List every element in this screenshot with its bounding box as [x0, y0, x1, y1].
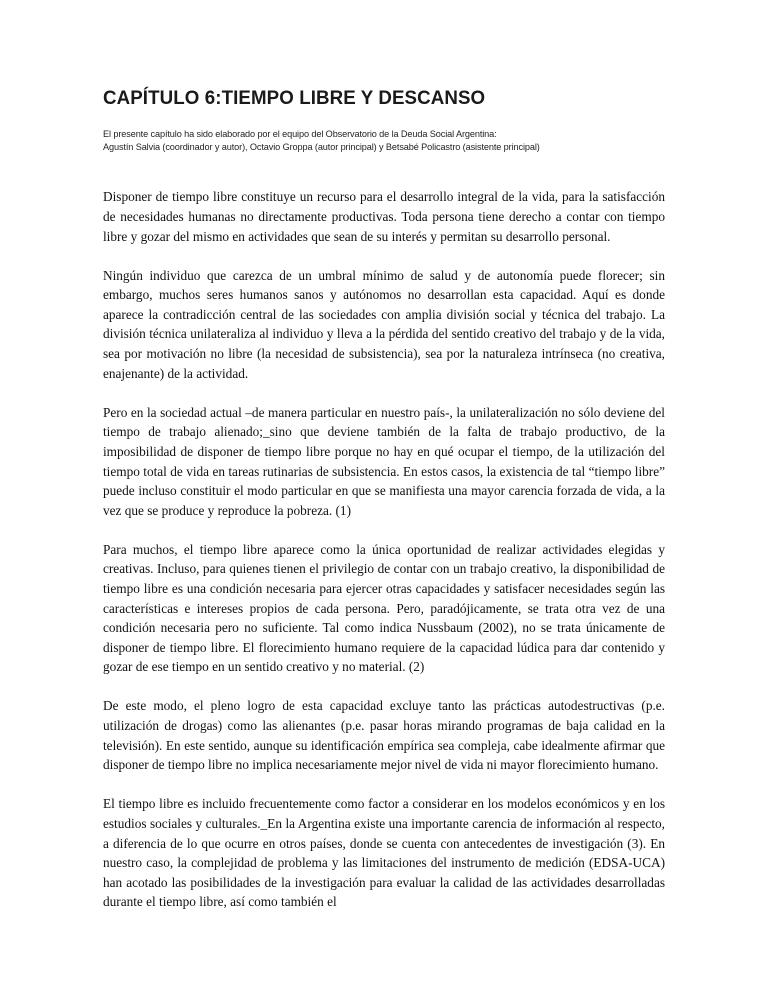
paragraph: De este modo, el pleno logro de esta capacidad excluye tanto las prácticas autodestructivas (p.e. utilización de drogas) como las alienantes (p.e. pasar horas mirando programas de baja calidad en la televisión). En este sentido, aunque su identificación empírica sea compleja, cabe idealmente afirmar que disponer de tiempo libre no implica necesariamente mejor nivel de vida ni mayor florecimiento humano.: [103, 698, 665, 773]
paragraph: Ningún individuo que carezca de un umbral mínimo de salud y de autonomía puede florecer; sin embargo, muchos seres humanos sanos y autónomos no desarrollan esta capacidad. Aquí es donde aparece la contradicción central de las sociedades con amplia división social y técnica del trabajo. La división técnica unilateraliza al individuo y lleva a la pérdida del sentido creativo del trabajo y de la vida, sea por motivación no libre (la necesidad de subsistencia), sea por la naturaleza intrínseca (no creativa, enajenante) de la actividad.: [103, 267, 665, 381]
page-content: [103, 86, 665, 912]
paragraph: Disponer de tiempo libre constituye un recurso para el desarrollo integral de la vida, para la satisfacción de necesidades humanas no directamente productivas. Toda persona tiene derecho a contar con tiempo libre y gozar del mismo en actividades que sean de su interés y permitan su desarrollo personal.: [103, 189, 665, 244]
body-text: [103, 187, 665, 912]
byline-line-1: El presente capítulo ha sido elaborado por el equipo del Observatorio de la Deuda Social Argentina:: [103, 129, 497, 140]
byline: [103, 128, 640, 154]
paragraph: El tiempo libre es incluido frecuentemente como factor a considerar en los modelos económicos y en los estudios sociales y culturales._En la Argentina existe una importante carencia de información al respecto, a diferencia de lo que ocurre en otros países, donde se cuenta con antecedentes de investigación (3). En nuestro caso, la complejidad de problema y las limitaciones del instrumento de medición (EDSA-UCA) han acotado las posibilidades de la investigación para evaluar la calidad de las actividades desarrolladas durante el tiempo libre, así como también el: [103, 796, 665, 910]
paragraph: Pero en la sociedad actual –de manera particular en nuestro país-, la unilateralización no sólo deviene del tiempo de trabajo alienado;_sino que deviene también de la falta de trabajo productivo, de la imposibilidad de disponer de tiempo libre porque no hay en qué ocupar el tiempo, de la utilización del tiempo total de vida en tareas rutinarias de subsistencia. En estos casos, la existencia de tal “tiempo libre” puede incluso constituir el modo particular en que se manifiesta una mayor carencia forzada de vida, a la vez que se produce y reproduce la pobreza. (1): [103, 404, 665, 518]
page-title: CAPÍTULO 6:TIEMPO LIBRE Y DESCANSO: [103, 87, 486, 109]
byline-line-2: Agustín Salvia (coordinador y autor), Octavio Groppa (autor principal) y Betsabé Policastro (asistente principal): [103, 142, 540, 154]
paragraph: Para muchos, el tiempo libre aparece como la única oportunidad de realizar actividades elegidas y creativas. Incluso, para quienes tienen el privilegio de contar con un trabajo creativo, la disponibilidad de tiempo libre es una condición necesaria para ejercer otras capacidades y satisfacer necesidades según las características e intereses propios de cada persona. Pero, paradójicamente, se trata otra vez de una condición necesaria pero no suficiente. Tal como indica Nussbaum (2002), no se trata únicamente de disponer de tiempo libre. El florecimiento humano requiere de la capacidad lúdica para dar contenido y gozar de ese tiempo en un sentido creativo y no material. (2): [103, 541, 665, 675]
